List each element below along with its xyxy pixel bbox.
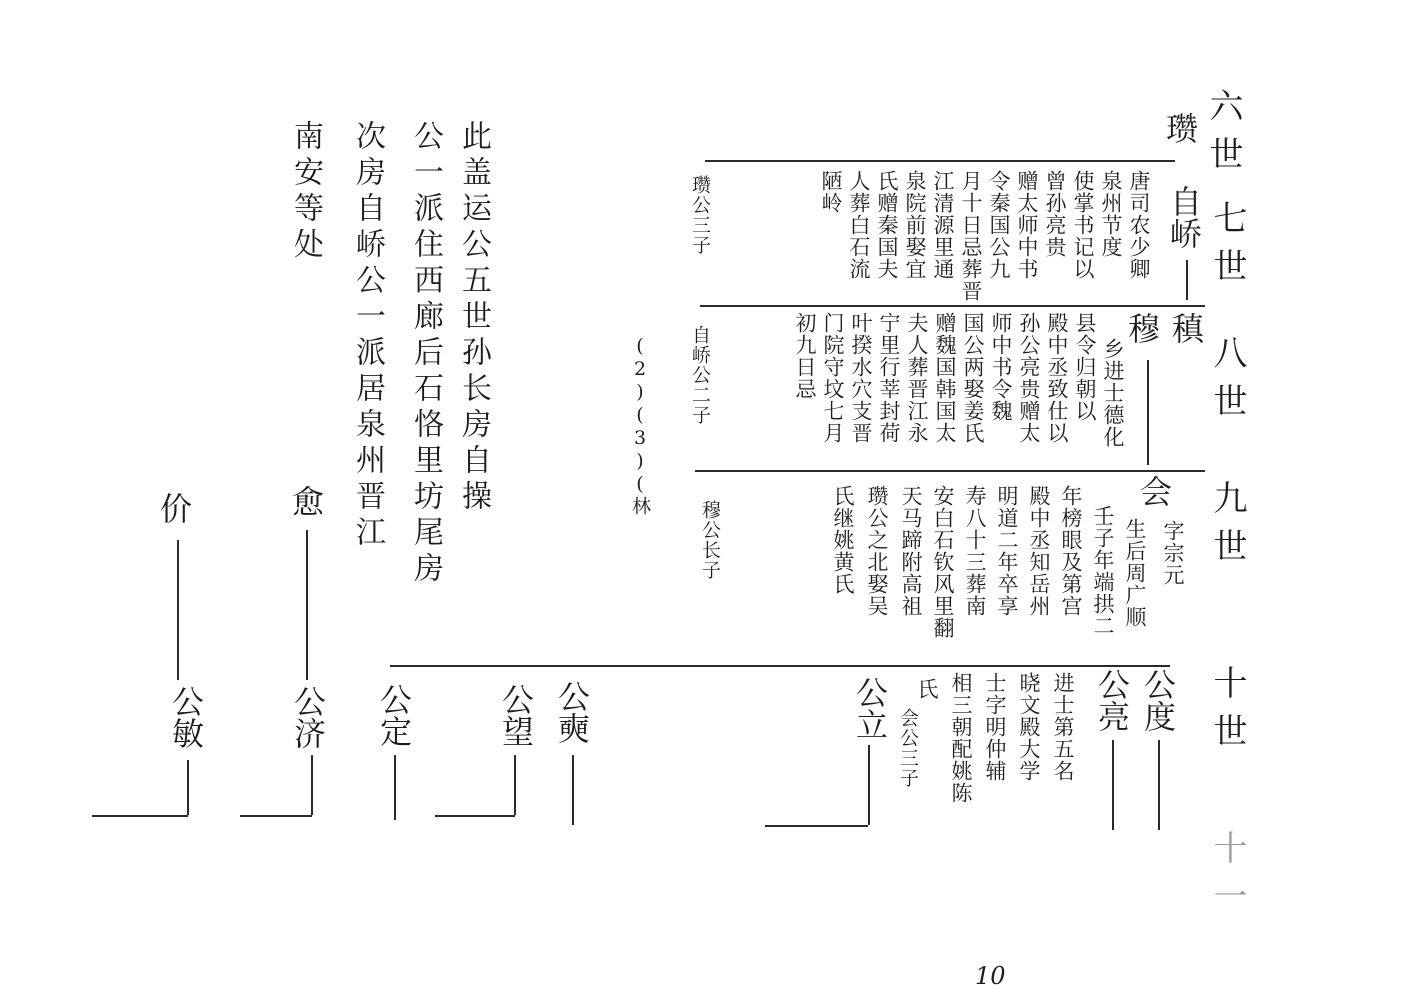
gen9-bio-line: 寿八十三葬南 (963, 485, 987, 617)
gen10-connector (514, 755, 516, 815)
generation-11-label: 十一 (1207, 830, 1247, 926)
gen10-connector (1158, 740, 1160, 830)
page-number: 10 (975, 962, 1006, 990)
jie-connector (177, 540, 179, 680)
gen10-name: 公望 (497, 683, 535, 747)
gen7-bio-line: 唐司农少卿 (1127, 170, 1151, 280)
gen7-bio-line: 泉州节度 (1099, 170, 1123, 258)
gen10-connector (394, 755, 396, 820)
gen8-divider (700, 305, 1205, 307)
gen10-name: 公立 (851, 676, 889, 740)
generation-8-label: 八世 (1207, 335, 1247, 431)
gen8-bio-line: 殿中丞致仕以 (1045, 312, 1069, 444)
left-note-line: 次房自峤公一派居泉州晋江 (350, 120, 385, 552)
left-note-line: 南安等处 (288, 120, 323, 264)
gen8-parent-note: 自峤公二子 (689, 325, 711, 425)
gen8-margin-note: (2)(3)(林 (629, 335, 651, 516)
left-note-line: 公一派住西廊后石恪里坊尾房 (408, 120, 443, 588)
generation-9-label: 九世 (1207, 480, 1247, 576)
gen8-bio-line: 孙公亮贵赠太 (1017, 312, 1041, 444)
gen7-bio-line: 令秦国公九 (987, 170, 1011, 280)
generation-10-label: 十世 (1207, 665, 1247, 761)
gen9-bio-line: 氏继姚黄氏 (831, 485, 855, 595)
gen7-bio-line: 氏赠秦国夫 (875, 170, 899, 280)
gen7-bio-line: 陋岭 (819, 170, 843, 214)
gen9-bio-line: 天马蹄附高祖 (899, 485, 923, 617)
gen9-bio-line: 殿中丞知岳州 (1027, 485, 1051, 617)
gen10-note: 士字明仲辅 (983, 672, 1007, 782)
gen9-bio-line: 安白石钦风里翻 (931, 485, 955, 639)
gen8-connector (1147, 360, 1149, 465)
gen10-name: 公奭 (553, 680, 591, 744)
gen10-connector (311, 755, 313, 815)
gen8-name-a: 稹 (1167, 312, 1205, 344)
gen7-bio-line: 曾孙亮贵 (1043, 170, 1067, 258)
gen8-bio-line: 夫人葬晋江永 (905, 312, 929, 444)
gen8-bio-line: 乡进士德化 (1101, 338, 1125, 448)
gen8-bio-line: 赠魏国韩国太 (933, 312, 957, 444)
gen10-name: 公定 (375, 683, 413, 747)
gen10-name: 公济 (289, 685, 327, 749)
gen10-note: 进士第五名 (1051, 672, 1075, 782)
gen9-bio-line: 年榜眼及第宫 (1059, 485, 1083, 617)
gen9-divider (695, 470, 1205, 472)
generation-6-label: 六世 (1203, 88, 1243, 184)
generation-7-label: 七世 (1207, 200, 1247, 296)
gen10-connector (187, 760, 189, 815)
gen10-note: 会公三子 (897, 708, 919, 788)
gen8-bio-line: 县令归朝以 (1073, 312, 1097, 422)
gen9-bio-line: 瓒公之北娶吴 (865, 485, 889, 617)
gen10-divider (390, 665, 1170, 667)
gen9-bio-line: 明道二年卒享 (995, 485, 1019, 617)
upper-name-jie: 价 (155, 492, 193, 524)
gen6-name: 瓒 (1161, 112, 1199, 144)
gen10-connector (572, 755, 574, 825)
gen8-bio-line: 初九日忌 (793, 312, 817, 400)
gen10-note: 相三朝配姚陈 (949, 672, 973, 804)
gen10-note: 氏 (915, 678, 939, 700)
gen8-bio-line: 宁里行莘封荷 (877, 312, 901, 444)
gen9-parent-note: 穆公长子 (699, 500, 721, 580)
left-note-line: 此盖运公五世孙长房自操 (456, 120, 491, 516)
gen10-branch (240, 815, 312, 817)
gen9-bio-line: 生后周广顺 (1123, 518, 1147, 628)
gen9-name: 会 (1135, 475, 1173, 507)
gen10-note: 晓文殿大学 (1017, 672, 1041, 782)
gen10-name: 公度 (1139, 668, 1177, 732)
yu-connector (306, 530, 308, 680)
gen8-bio-line: 师中书令魏 (989, 312, 1013, 422)
gen8-name-b: 穆 (1123, 312, 1161, 344)
gen10-branch (765, 825, 868, 827)
gen9-style-name: 字宗元 (1161, 520, 1185, 586)
gen7-bio-line: 泉院前娶宜 (903, 170, 927, 280)
gen7-bio-line: 月十日忌葬晋 (959, 170, 983, 302)
gen10-connector (1112, 740, 1114, 830)
gen7-connector (1186, 260, 1188, 300)
gen10-name: 公亮 (1093, 668, 1131, 732)
gen8-bio-line: 门院守坟七月 (821, 312, 845, 444)
gen10-name: 公敏 (167, 685, 205, 749)
gen7-bio-line: 使掌书记以 (1071, 170, 1095, 280)
upper-name-yu: 愈 (287, 485, 325, 517)
gen10-branch (435, 815, 515, 817)
gen10-connector (868, 745, 870, 825)
gen7-parent-note: 瓒公三子 (689, 175, 711, 255)
gen8-bio-line: 国公两娶姜氏 (961, 312, 985, 444)
gen9-bio-line: 壬子年端拱二 (1091, 505, 1115, 637)
gen7-bio-line: 江清源里通 (931, 170, 955, 280)
gen10-branch (92, 815, 188, 817)
gen8-bio-line: 叶揆水穴支晋 (849, 312, 873, 444)
gen7-bio-line: 赠太师中书 (1015, 170, 1039, 280)
gen7-name: 自峤 (1165, 185, 1203, 249)
gen7-bio-line: 人葬白石流 (847, 170, 871, 280)
gen7-divider (705, 160, 1175, 162)
